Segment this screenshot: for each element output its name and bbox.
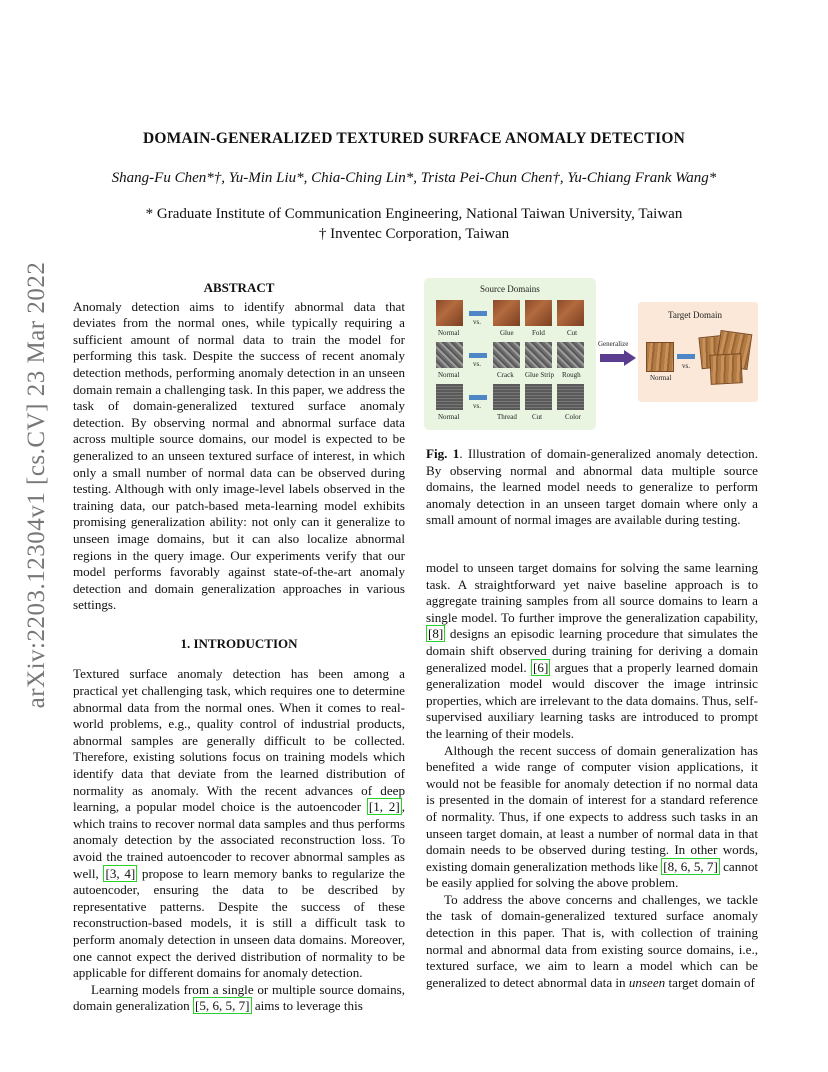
vs-arrow-icon	[469, 395, 487, 400]
body-paragraph: To address the above concerns and challenges, we tackle the task of domain-generalized textured surface anomaly detection in this paper. That is, with collection of training normal and abnormal data from existing source domains, i.e., textured surface, we aim to learn a model which can be generalized to detect abnormal data in unseen target domain of	[426, 891, 758, 990]
texture-tile	[709, 353, 743, 385]
texture-tile	[557, 384, 584, 410]
abstract-heading: ABSTRACT	[203, 280, 275, 295]
generalize-arrow-icon	[600, 350, 636, 366]
citation-link[interactable]: [1, 2]	[368, 799, 400, 815]
source-domains-label: Source Domains	[480, 284, 540, 294]
texture-tile	[436, 300, 463, 326]
source-domains-panel: Source Domains vs. Normal Glue Fold Cut vs. Normal Crack Glue Strip Rough vs. Normal Thread Cut Color	[424, 278, 596, 430]
texture-tile	[646, 342, 674, 372]
texture-tile	[436, 342, 463, 368]
citation-link[interactable]: [6]	[533, 659, 549, 675]
vs-arrow-icon	[469, 353, 487, 358]
citation-link[interactable]: [8]	[428, 626, 444, 642]
body-paragraph: model to unseen target domains for solving the same learning task. A straightforward yet naive baseline approach is to aggregate training samples from all source domains to learn a single model. To further improve the generalization capability, [8] designs an episodic learning procedure that simulates the domain shift observed during training for deriving a domain generalized model. [6] argues that a properly learned domain generalization model would discover the image intrinsic properties, which are irrelevant to the data domains. Thus, self-supervised auxiliary learning tasks are introduced to prompt the learning of their models.	[426, 560, 758, 741]
citation-link[interactable]: [5, 6, 5, 7]	[194, 998, 250, 1014]
texture-tile	[493, 342, 520, 368]
citation-link[interactable]: [3, 4]	[105, 865, 136, 881]
vs-arrow-icon	[677, 354, 695, 359]
texture-tile	[525, 384, 552, 410]
texture-tile	[557, 300, 584, 326]
target-domain-label: Target Domain	[668, 310, 722, 320]
affiliation-ntu: * Graduate Institute of Communication Engineering, National Taiwan University, Taiwan	[145, 206, 683, 222]
intro-heading: 1. INTRODUCTION	[180, 635, 298, 651]
right-column	[426, 560, 758, 991]
texture-tile	[436, 384, 463, 410]
generalize-label: Generalize	[598, 340, 629, 348]
texture-tile	[525, 342, 552, 368]
texture-tile	[493, 384, 520, 410]
author-list: Shang-Fu Chen*†, Yu-Min Liu*, Chia-Ching Lin*, Trista Pei-Chun Chen†, Yu-Chiang Frank Wang*	[111, 170, 717, 186]
texture-tile	[525, 300, 552, 326]
texture-tile	[493, 300, 520, 326]
arxiv-stamp: arXiv:2203.12304v1 [cs.CV] 23 Mar 2022	[23, 261, 50, 709]
abstract-text: Anomaly detection aims to identify abnormal data that deviates from the normal ones, while typically requiring a sufficient amount of normal data to train the model for performing this task. Despite the success of recent anomaly detection methods, performing anomaly detection in an unseen domain remain a challenging task. In this paper, we address the task of domain-generalized textured surface anomaly detection. By observing normal and abnormal surface data across multiple source domains, our model is expected to be generalized to an unseen textured surface of interest, in which only a small number of normal data can be observed during testing. Although with only image-level labels observed in the training data, our patch-based meta-learning model exhibits promising generalization ability: not only can it generalize to unseen image domains, but it can also localize abnormal regions in the query image. Our experiments verify that our model performs favorably against state-of-the-art anomaly detection and domain generalization approaches in various settings.	[73, 298, 405, 613]
paper-title: DOMAIN-GENERALIZED TEXTURED SURFACE ANOMALY DETECTION	[143, 130, 685, 147]
figure-1	[424, 278, 758, 430]
target-domain-panel: Target Domain vs. Normal	[638, 302, 758, 402]
body-paragraph: Although the recent success of domain generalization has benefited a wide range of computer vision applications, it would not be feasible for anomaly detection if no normal data is presented in the domain of interest for a standard reference of normality. Thus, if one expects to address such tasks in an unseen target domain, at least a number of normal data in that domain needs to be observed during testing. In other words, existing domain generalization methods like [8, 6, 5, 7] cannot be easily applied for solving the above problem.	[426, 742, 759, 891]
intro-paragraph-1: Textured surface anomaly detection has been among a practical yet challenging task, which requires one to determine abnormal data from the normal ones. When it comes to real-world problems, e.g., quality control of industrial products, abnormal samples are generally difficult to be collected. Therefore, existing solutions focus on training models which identify data that deviate from the learned distribution of normality as anomaly. With the recent advances of deep learning, a popular model choice is the autoencoder [1, 2] , which trains to recover normal data samples and thus performs anomaly detection by the associated reconstruction loss. To avoid the trained autoencoder to recover abnormal samples as well, [3, 4] propose to learn memory banks to regularize the autoencoder, ensuring the data to be described by representative patterns. Despite the success of these reconstruction-based models, it is still a difficult task to perform anomaly detection in unseen data domains. Moreover, one cannot expect the derived distribution of normality to be applicable for different domains for anomaly detection.	[73, 666, 405, 981]
texture-tile	[557, 342, 584, 368]
affiliation-inventec: † Inventec Corporation, Taiwan	[318, 226, 510, 242]
left-column	[73, 280, 405, 1015]
citation-link[interactable]: [8, 6, 5, 7]	[663, 858, 718, 874]
intro-paragraph-2: Learning models from a single or multiple source domains, domain generalization [5, 6, 5, 7] aims to leverage this	[73, 981, 405, 1014]
vs-arrow-icon	[469, 311, 487, 316]
figure-caption: Fig. 1. Illustration of domain-generalized anomaly detection. By observing normal and abnormal data multiple source domains, the learned model needs to generalize to perform anomaly detection in an unseen target domain where only a small amount of normal images are available during testing.	[426, 446, 758, 528]
